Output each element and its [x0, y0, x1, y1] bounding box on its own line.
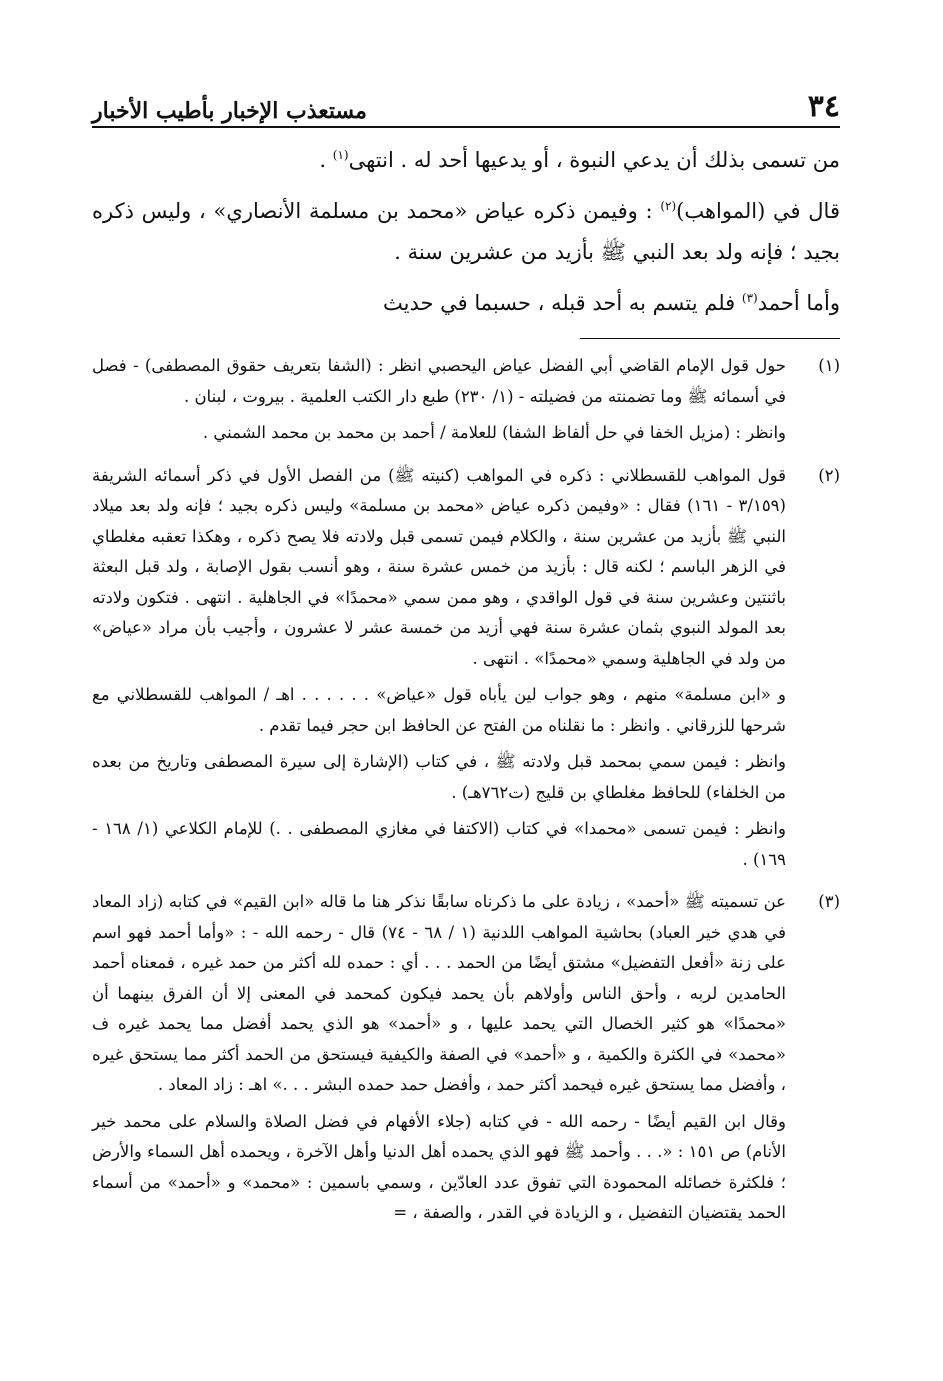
running-title: مستعذب الإخبار بأطيب الأخبار	[92, 98, 367, 124]
footnote-body	[92, 887, 786, 1235]
footnote	[92, 461, 840, 882]
footnote-number: (١)	[818, 356, 840, 375]
footnote-paragraph: وقال ابن القيم أيضًا - رحمه الله - في كتابه (جلاء الأفهام في فضل الصلاة والسلام على محمد خير الأنام) ص ١٥١ : «. . . وأحمد ﷺ فهو الذي يحمده أهل الدنيا وأهل الآخرة ، ويحمده أهل السماء والأرض ؛ فلكثرة خصائله المحمودة التي تفوق عدد العادّين ، وسمي باسمين : «محمد» و «أحمد» من أسماء الحمد يقتضيان التفضيل ، و الزيادة في القدر ، والصفة ، =	[92, 1111, 786, 1222]
footnote-paragraph: وانظر : (مزيل الخفا في حل ألفاظ الشفا) للعلامة / أحمد بن محمد بن محمد الشمني .	[202, 423, 786, 442]
footnote-ref-2: (٢)	[660, 199, 677, 213]
footnote-number: (٢)	[818, 465, 840, 485]
paragraph-2-text-a: قال في (المواهب)	[676, 199, 840, 223]
paragraph-1: من تسمى بذلك أن يدعي النبوة ، أو يدعيها أحد له . انتهى$^{(١)}$ .	[319, 148, 840, 172]
footnote-ref-1: (١)	[332, 148, 349, 162]
footnote-body	[92, 461, 786, 882]
paragraph-3-text-a: وأما أحمد	[757, 291, 840, 315]
footnote	[92, 887, 840, 1235]
footnote-paragraph: قول المواهب للقسطلاني : ذكره في المواهب (كنيته ﷺ) من الفصل الأول في ذكر أسمائه الشريفة (٣/١٥٩ - ١٦١) فقال : «وفيمن ذكره عياض «محمد بن مسلمة» وليس ذكره بجيد ؛ فإنه ولد بعد ميلاد النبي ﷺ بأزيد من عشرين سنة ، والكلام فيمن تسمى قبل ولادته فلا يصح ذكره ، وهكذا تعقبه مغلطاي في الزهر الباسم ؛ لكنه قال : بأزيد من خمس عشرة سنة ، وهو أنسب بقول الإصابة ، ولد قبل البعثة باثنتين وعشرين سنة في قول الواقدي ، وهو ممن سمي «محمدًا» في الجاهلية . انتهى . فتكون ولادته بعد المولد النبوي بثمان عشرة سنة فهي أزيد من خمسة عشر لا عشرون ، وأجيب بأن مراد «عياض» من ولد في الجاهلية وسمي «محمدًا» . انتهى .	[92, 465, 786, 668]
paragraph-3-text-b: فلم يتسم به أحد قبله ، حسبما في حديث	[383, 291, 742, 315]
paragraph-3	[92, 283, 840, 324]
paragraph-2-text-b: : وفيمن ذكره عياض «محمد بن مسلمة الأنصاري» ، وليس ذكره بجيد ؛ فإنه ولد بعد النبي ﷺ بأزيد من عشرين سنة .	[92, 199, 840, 264]
footnote-paragraph: وانظر : فيمن سمي بمحمد قبل ولادته ﷺ ، في كتاب (الإشارة إلى سيرة المصطفى وتاريخ من بعده من الخلفاء) للحافظ مغلطاي بن قليج (ت٧٦٢هـ) .	[92, 752, 786, 802]
footnote-paragraph: عن تسميته ﷺ «أحمد» ، زيادة على ما ذكرناه سابقًا نذكر هنا ما قاله «ابن القيم» في كتابه (زاد المعاد في هدي خير العباد) بحاشية المواهب اللدنية (١ / ٦٨ - ٧٤) قال - رحمه الله - : «وأما أحمد فهو اسم على زنة «أفعل التفضيل» مشتق أيضًا من الحمد . . . أي : حمده لله أكثر من حمد غيره ، فمعناه أحمد الحامدين لربه ، وأحق الناس وأولاهم بأن يحمد فيكون كمحمد في المعنى إلا أن الفرق بينهما أن «محمدًا» هو كثير الخصال التي يحمد عليها ، و «أحمد» هو الذي يحمد أفضل مما يحمد غيره ف «محمد» في الكثرة والكمية ، و «أحمد» في الصفة والكيفية فيستحق من الحمد أكثر مما يستحق غيره ، وأفضل مما يستحق غيره فيحمد أكثر حمد ، وأفضل حمد حمده البشر . . .» اهـ : زاد المعاد .	[92, 892, 786, 1094]
footnote	[92, 351, 840, 455]
footnote-body	[92, 351, 786, 455]
footnote-ref-3: (٣)	[741, 291, 758, 305]
main-text	[92, 140, 840, 324]
footnote-separator	[580, 338, 840, 339]
footnote-paragraph: و «ابن مسلمة» منهم ، وهو جواب لين يأباه قول «عياض» . . . . . . اهـ / المواهب للقسطلاني مع شرحها للزرقاني . وانظر : ما نقلناه من الفتح عن الحافظ ابن حجر فيما تقدم .	[92, 685, 786, 735]
paragraph-2	[92, 191, 840, 273]
page	[92, 78, 840, 1241]
page-number: ٣٤	[807, 89, 840, 124]
footnote-number: (٣)	[818, 892, 840, 911]
paragraph-1-text: من تسمى بذلك أن يدعي النبوة ، أو يدعيها أحد له . انتهى	[348, 148, 840, 172]
footnote-paragraph: وانظر : فيمن تسمى «محمدا» في كتاب (الاكتفا في مغازي المصطفى . .) للإمام الكلاعي (١/ ١٦٨ - ١٦٩) .	[92, 819, 786, 869]
page-header	[92, 78, 840, 128]
footnote-paragraph: حول قول الإمام القاضي أبي الفضل عياض اليحصبي انظر : (الشفا بتعريف حقوق المصطفى) - فصل في أسمائه ﷺ وما تضمنته من فضيلته - (١/ ٢٣٠) طبع دار الكتب العلمية . بيروت ، لبنان .	[92, 356, 786, 406]
footnotes	[92, 351, 840, 1235]
